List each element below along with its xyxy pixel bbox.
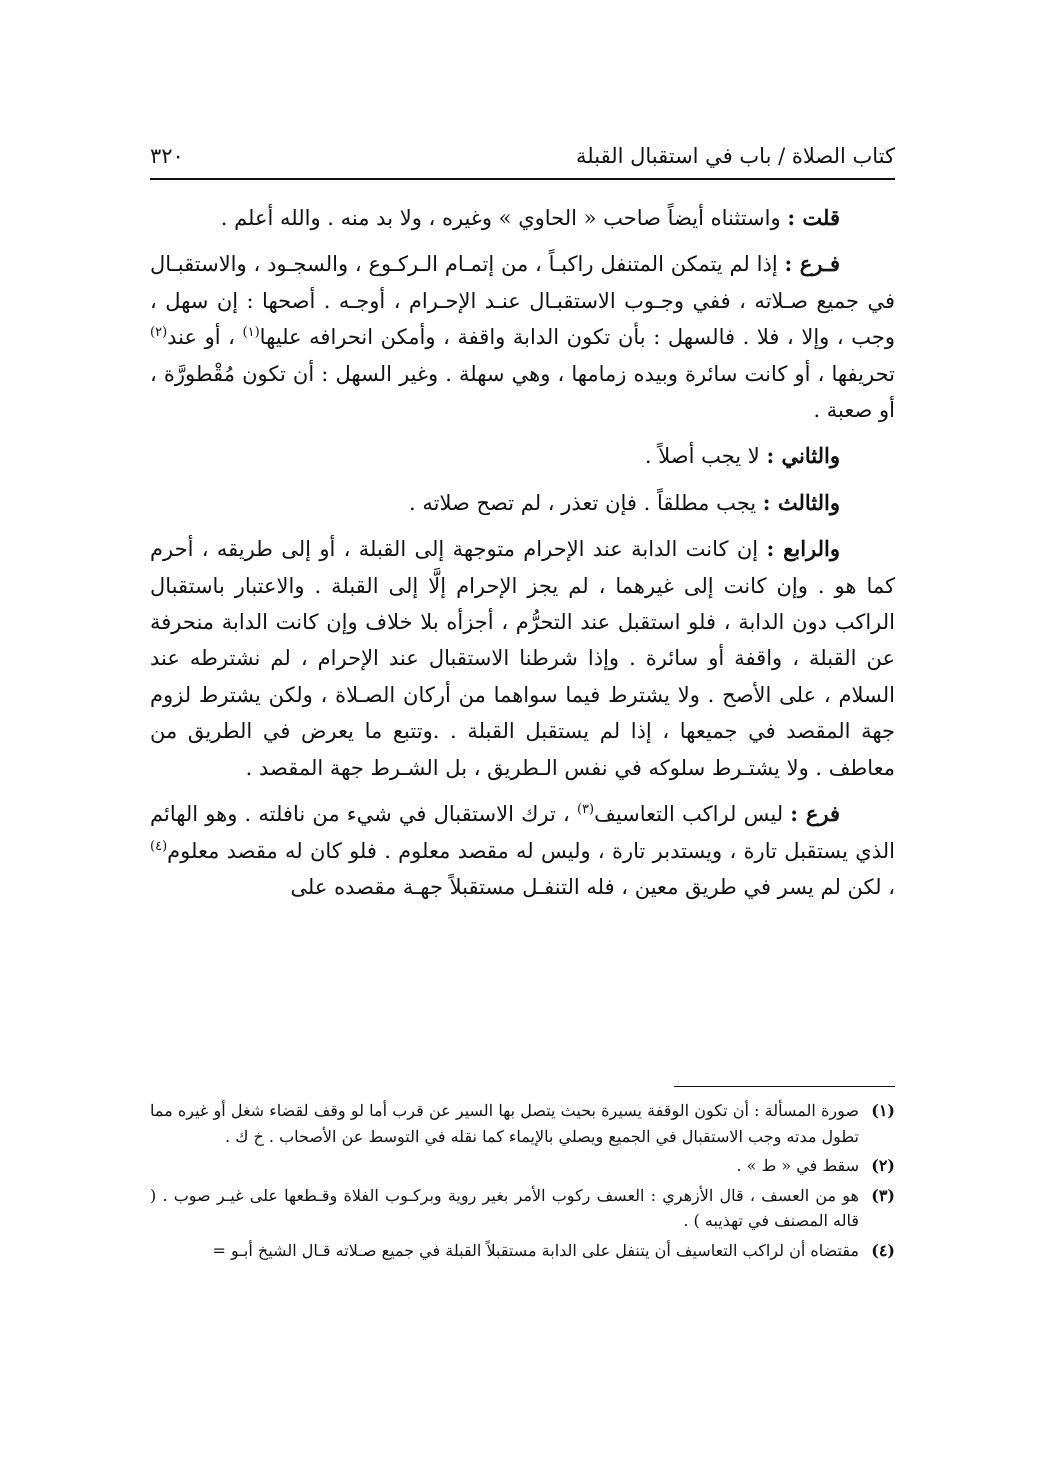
paragraph-text: يجب مطلقاً . فإن تعذر ، لم تصح صلاته . <box>408 490 763 515</box>
paragraph-text: ليس لراكب التعاسيف <box>594 802 791 827</box>
paragraph-text: ، أو عند <box>167 325 243 350</box>
footnote-3 <box>150 1183 895 1234</box>
paragraph-text: ، لكن لم يسر في طريق معين ، فله التنفـل مستقبلاً جهـة مقصده على <box>290 874 895 899</box>
footnote-number: (١) <box>871 1101 895 1120</box>
footnote-ref-3: (٣) <box>576 802 595 818</box>
paragraph-lead: فرع : <box>790 801 840 827</box>
paragraph-lead: والرابع : <box>766 536 840 562</box>
footnote-text: صورة المسألة : أن تكون الوقفة يسيرة بحيث يتصل بها السير عن قرب أما لو وقف لقضاء شغل أو غيره مما تطول مدته وجب الاستقبال في الجميع ويصلي بالإيماء كما نقله في التوسط عن الأصحاب . خ ك . <box>150 1101 860 1146</box>
footnote-number: (٣) <box>871 1185 895 1205</box>
footnote-number: (٤) <box>871 1240 895 1260</box>
paragraph-text: لا يجب أصلاً . <box>644 444 767 469</box>
paragraph-fourth <box>150 531 895 786</box>
paragraph-text: تحريفها ، أو كانت سائرة وبيده زمامها ، وهي سهلة . وغير السهل : أن تكون مُقْطورَّة ، أو صعبة . <box>150 361 895 423</box>
running-header <box>150 140 895 176</box>
paragraph-lead: والثاني : <box>766 443 840 469</box>
footnotes <box>150 1098 895 1267</box>
footnote-2 <box>150 1153 895 1179</box>
footnote-ref-1: (١) <box>242 325 260 341</box>
running-title: كتاب الصلاة / باب في استقبال القبلة <box>576 144 895 168</box>
paragraph-qult <box>150 200 895 236</box>
paragraph-text: ، ترك الاستقبال في شيء من نافلته . وهو الهائم الذي يستقبل تارة ، ويستدبر تارة ، وليس له مقصد معلوم . فلو كان له مقصد معلوم <box>150 802 895 863</box>
header-divider <box>150 178 895 180</box>
footnote-text: هو من العسف ، قال الأزهري : العسف ركوب الأمر بغير روية وبركـوب الفلاة وقـطعها على غيـر صوب . ( قاله المصنف في تهذيبه ) . <box>150 1185 859 1230</box>
page-number: ٣٢٠ <box>150 144 184 168</box>
footnote-4 <box>150 1238 895 1264</box>
paragraph-third <box>150 485 895 521</box>
paragraph-text: واستثناه أيضاً صاحب « الحاوي » وغيره ، ولا بد منه . والله أعلم . <box>220 206 788 230</box>
footnote-text: سقط في « ط » . <box>736 1156 859 1175</box>
paragraph-far-1 <box>150 246 895 428</box>
paragraph-lead: فـرع : <box>784 251 840 277</box>
paragraph-second <box>150 438 895 474</box>
paragraph-text: إذا لم يتمكن المتنفل راكبـاً ، من إتمـام الـركـوع ، والسجـود ، والاستقبـال في جميع صـلاته ، ففي وجـوب الاستقبـال عنـد الإحـرام ، أوجـه . أصحها : إن سهل ، وجب ، وإلا ، فلا . فالسهل : بأن تكون الدابة واقفة ، وأمكن انحرافه عليها <box>150 252 895 350</box>
footnote-1 <box>150 1098 895 1149</box>
paragraph-text: إن كانت الدابة عند الإحرام متوجهة إلى القبلة ، أو إلى طريقه ، أحرم كما هو . وإن كانت إلى غيرهما ، لم يجز الإحرام إلَّا إلى القبلة . والاعتبار باستقبال الراكب دون الدابة ، فلو استقبل عند التحرُّم ، أجزأه بلا خلاف وإن كانت الدابة منحرفة عن القبلة ، واقفة أو سائرة . وإذا شرطنا الاستقبال عند الإحرام ، لم نشترطه عند السلام ، على الأصح . ولا يشترط فيما سواهما من أركان الصـلاة ، ولكن يشترط لزوم جهة المقصد في جميعها ، إذا لم يستقبل القبلة . .وتتبع ما يعرض في الطريق من معاطف . ولا يشتـرط سلوكه في نفس الـطريق ، بل الشـرط جهة المقصد . <box>150 537 895 780</box>
footnote-number: (٢) <box>871 1156 895 1175</box>
paragraph-far-2 <box>150 796 895 905</box>
footnote-text: مقتضاه أن لراكب التعاسيف أن يتنفل على الدابة مستقبلاً القبلة في جميع صـلاته قـال الشيخ أبـو = <box>212 1240 859 1260</box>
paragraph-lead: قلت : <box>787 205 840 230</box>
paragraph-lead: والثالث : <box>762 489 840 515</box>
main-text <box>150 200 895 915</box>
footnote-divider <box>674 1086 895 1087</box>
footnote-ref-2: (٢) <box>150 325 168 341</box>
footnote-ref-4: (٤) <box>150 838 168 854</box>
